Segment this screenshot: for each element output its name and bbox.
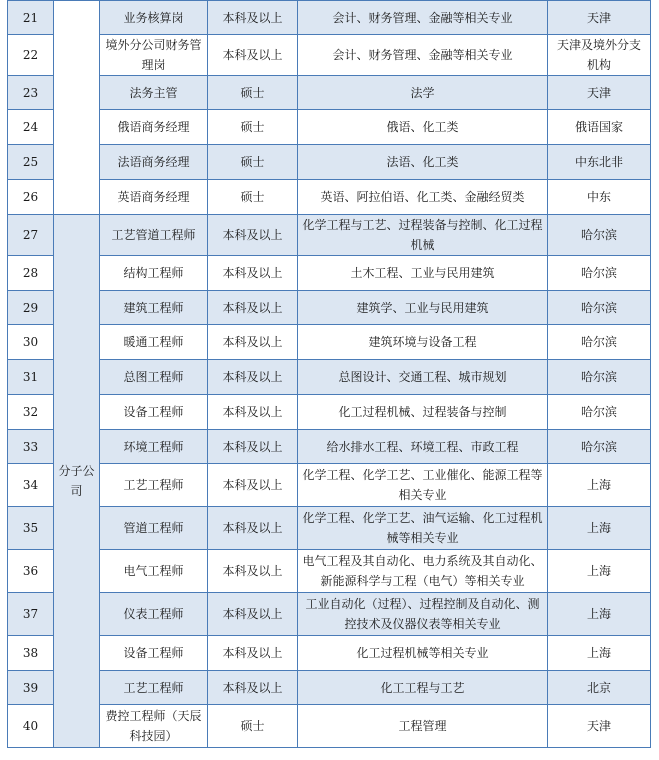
major-requirement: 土木工程、工业与民用建筑 — [298, 256, 548, 291]
post-name: 法语商务经理 — [100, 145, 208, 180]
major-requirement: 法语、化工类 — [298, 145, 548, 180]
major-requirement: 法学 — [298, 76, 548, 110]
work-location: 俄语国家 — [548, 110, 651, 145]
major-requirement: 建筑学、工业与民用建筑 — [298, 291, 548, 325]
row-number: 27 — [8, 215, 54, 256]
post-name: 管道工程师 — [100, 507, 208, 550]
table-row — [8, 110, 651, 145]
education-requirement: 本科及以上 — [208, 671, 298, 705]
major-requirement: 工程管理 — [298, 705, 548, 748]
education-requirement: 本科及以上 — [208, 360, 298, 395]
work-location: 哈尔滨 — [548, 395, 651, 430]
unit-group-cell: 分子公司 — [54, 215, 100, 748]
education-requirement: 硕士 — [208, 145, 298, 180]
major-requirement: 电气工程及其自动化、电力系统及其自动化、新能源科学与工程（电气）等相关专业 — [298, 550, 548, 593]
major-requirement: 化工过程机械、过程装备与控制 — [298, 395, 548, 430]
major-requirement: 化学工程与工艺、过程装备与控制、化工过程机械 — [298, 215, 548, 256]
education-requirement: 本科及以上 — [208, 593, 298, 636]
table-row — [8, 1, 651, 35]
table-row — [8, 76, 651, 110]
row-number: 38 — [8, 636, 54, 671]
table-row — [8, 395, 651, 430]
work-location: 中东 — [548, 180, 651, 215]
work-location: 天津 — [548, 76, 651, 110]
education-requirement: 硕士 — [208, 180, 298, 215]
row-number: 28 — [8, 256, 54, 291]
row-number: 26 — [8, 180, 54, 215]
education-requirement: 本科及以上 — [208, 215, 298, 256]
education-requirement: 本科及以上 — [208, 1, 298, 35]
education-requirement: 本科及以上 — [208, 291, 298, 325]
major-requirement: 给水排水工程、环境工程、市政工程 — [298, 430, 548, 464]
post-name: 建筑工程师 — [100, 291, 208, 325]
work-location: 天津及境外分支机构 — [548, 35, 651, 76]
major-requirement: 建筑环境与设备工程 — [298, 325, 548, 360]
major-requirement: 化学工程、化学工艺、工业催化、能源工程等相关专业 — [298, 464, 548, 507]
post-name: 设备工程师 — [100, 636, 208, 671]
post-name: 工艺工程师 — [100, 464, 208, 507]
education-requirement: 本科及以上 — [208, 256, 298, 291]
work-location: 上海 — [548, 636, 651, 671]
post-name: 仪表工程师 — [100, 593, 208, 636]
education-requirement: 本科及以上 — [208, 464, 298, 507]
table-row — [8, 35, 651, 76]
table-row — [8, 180, 651, 215]
work-location: 上海 — [548, 550, 651, 593]
recruitment-table — [7, 0, 651, 748]
post-name: 总图工程师 — [100, 360, 208, 395]
education-requirement: 本科及以上 — [208, 550, 298, 593]
major-requirement: 工业自动化（过程）、过程控制及自动化、测控技术及仪器仪表等相关专业 — [298, 593, 548, 636]
education-requirement: 本科及以上 — [208, 430, 298, 464]
post-name: 工艺管道工程师 — [100, 215, 208, 256]
major-requirement: 英语、阿拉伯语、化工类、金融经贸类 — [298, 180, 548, 215]
table-row — [8, 256, 651, 291]
work-location: 上海 — [548, 507, 651, 550]
work-location: 哈尔滨 — [548, 291, 651, 325]
work-location: 北京 — [548, 671, 651, 705]
work-location: 上海 — [548, 593, 651, 636]
work-location: 哈尔滨 — [548, 325, 651, 360]
row-number: 24 — [8, 110, 54, 145]
major-requirement: 化工过程机械等相关专业 — [298, 636, 548, 671]
post-name: 电气工程师 — [100, 550, 208, 593]
post-name: 设备工程师 — [100, 395, 208, 430]
table-row — [8, 705, 651, 748]
post-name: 境外分公司财务管理岗 — [100, 35, 208, 76]
work-location: 天津 — [548, 705, 651, 748]
major-requirement: 总图设计、交通工程、城市规划 — [298, 360, 548, 395]
education-requirement: 本科及以上 — [208, 395, 298, 430]
education-requirement: 本科及以上 — [208, 507, 298, 550]
table-row — [8, 550, 651, 593]
table-row — [8, 360, 651, 395]
table-row — [8, 325, 651, 360]
row-number: 35 — [8, 507, 54, 550]
row-number: 34 — [8, 464, 54, 507]
table-row — [8, 464, 651, 507]
major-requirement: 会计、财务管理、金融等相关专业 — [298, 35, 548, 76]
education-requirement: 硕士 — [208, 110, 298, 145]
unit-group-cell — [54, 1, 100, 215]
table-row — [8, 215, 651, 256]
education-requirement: 硕士 — [208, 76, 298, 110]
education-requirement: 本科及以上 — [208, 325, 298, 360]
work-location: 中东北非 — [548, 145, 651, 180]
post-name: 英语商务经理 — [100, 180, 208, 215]
work-location: 哈尔滨 — [548, 360, 651, 395]
row-number: 37 — [8, 593, 54, 636]
row-number: 30 — [8, 325, 54, 360]
row-number: 25 — [8, 145, 54, 180]
major-requirement: 化学工程、化学工艺、油气运输、化工过程机械等相关专业 — [298, 507, 548, 550]
row-number: 29 — [8, 291, 54, 325]
row-number: 40 — [8, 705, 54, 748]
recruitment-table-container — [7, 0, 651, 748]
work-location: 天津 — [548, 1, 651, 35]
work-location: 上海 — [548, 464, 651, 507]
post-name: 工艺工程师 — [100, 671, 208, 705]
work-location: 哈尔滨 — [548, 430, 651, 464]
education-requirement: 本科及以上 — [208, 636, 298, 671]
table-row — [8, 145, 651, 180]
row-number: 31 — [8, 360, 54, 395]
table-row — [8, 636, 651, 671]
table-row — [8, 291, 651, 325]
table-row — [8, 593, 651, 636]
post-name: 业务核算岗 — [100, 1, 208, 35]
post-name: 暖通工程师 — [100, 325, 208, 360]
work-location: 哈尔滨 — [548, 215, 651, 256]
row-number: 32 — [8, 395, 54, 430]
table-row — [8, 671, 651, 705]
table-row — [8, 507, 651, 550]
row-number: 23 — [8, 76, 54, 110]
post-name: 费控工程师（天辰科技园） — [100, 705, 208, 748]
post-name: 俄语商务经理 — [100, 110, 208, 145]
education-requirement: 本科及以上 — [208, 35, 298, 76]
table-body — [8, 1, 651, 748]
post-name: 结构工程师 — [100, 256, 208, 291]
row-number: 36 — [8, 550, 54, 593]
row-number: 22 — [8, 35, 54, 76]
post-name: 法务主管 — [100, 76, 208, 110]
major-requirement: 化工工程与工艺 — [298, 671, 548, 705]
education-requirement: 硕士 — [208, 705, 298, 748]
row-number: 39 — [8, 671, 54, 705]
major-requirement: 俄语、化工类 — [298, 110, 548, 145]
row-number: 21 — [8, 1, 54, 35]
table-row — [8, 430, 651, 464]
post-name: 环境工程师 — [100, 430, 208, 464]
major-requirement: 会计、财务管理、金融等相关专业 — [298, 1, 548, 35]
row-number: 33 — [8, 430, 54, 464]
work-location: 哈尔滨 — [548, 256, 651, 291]
